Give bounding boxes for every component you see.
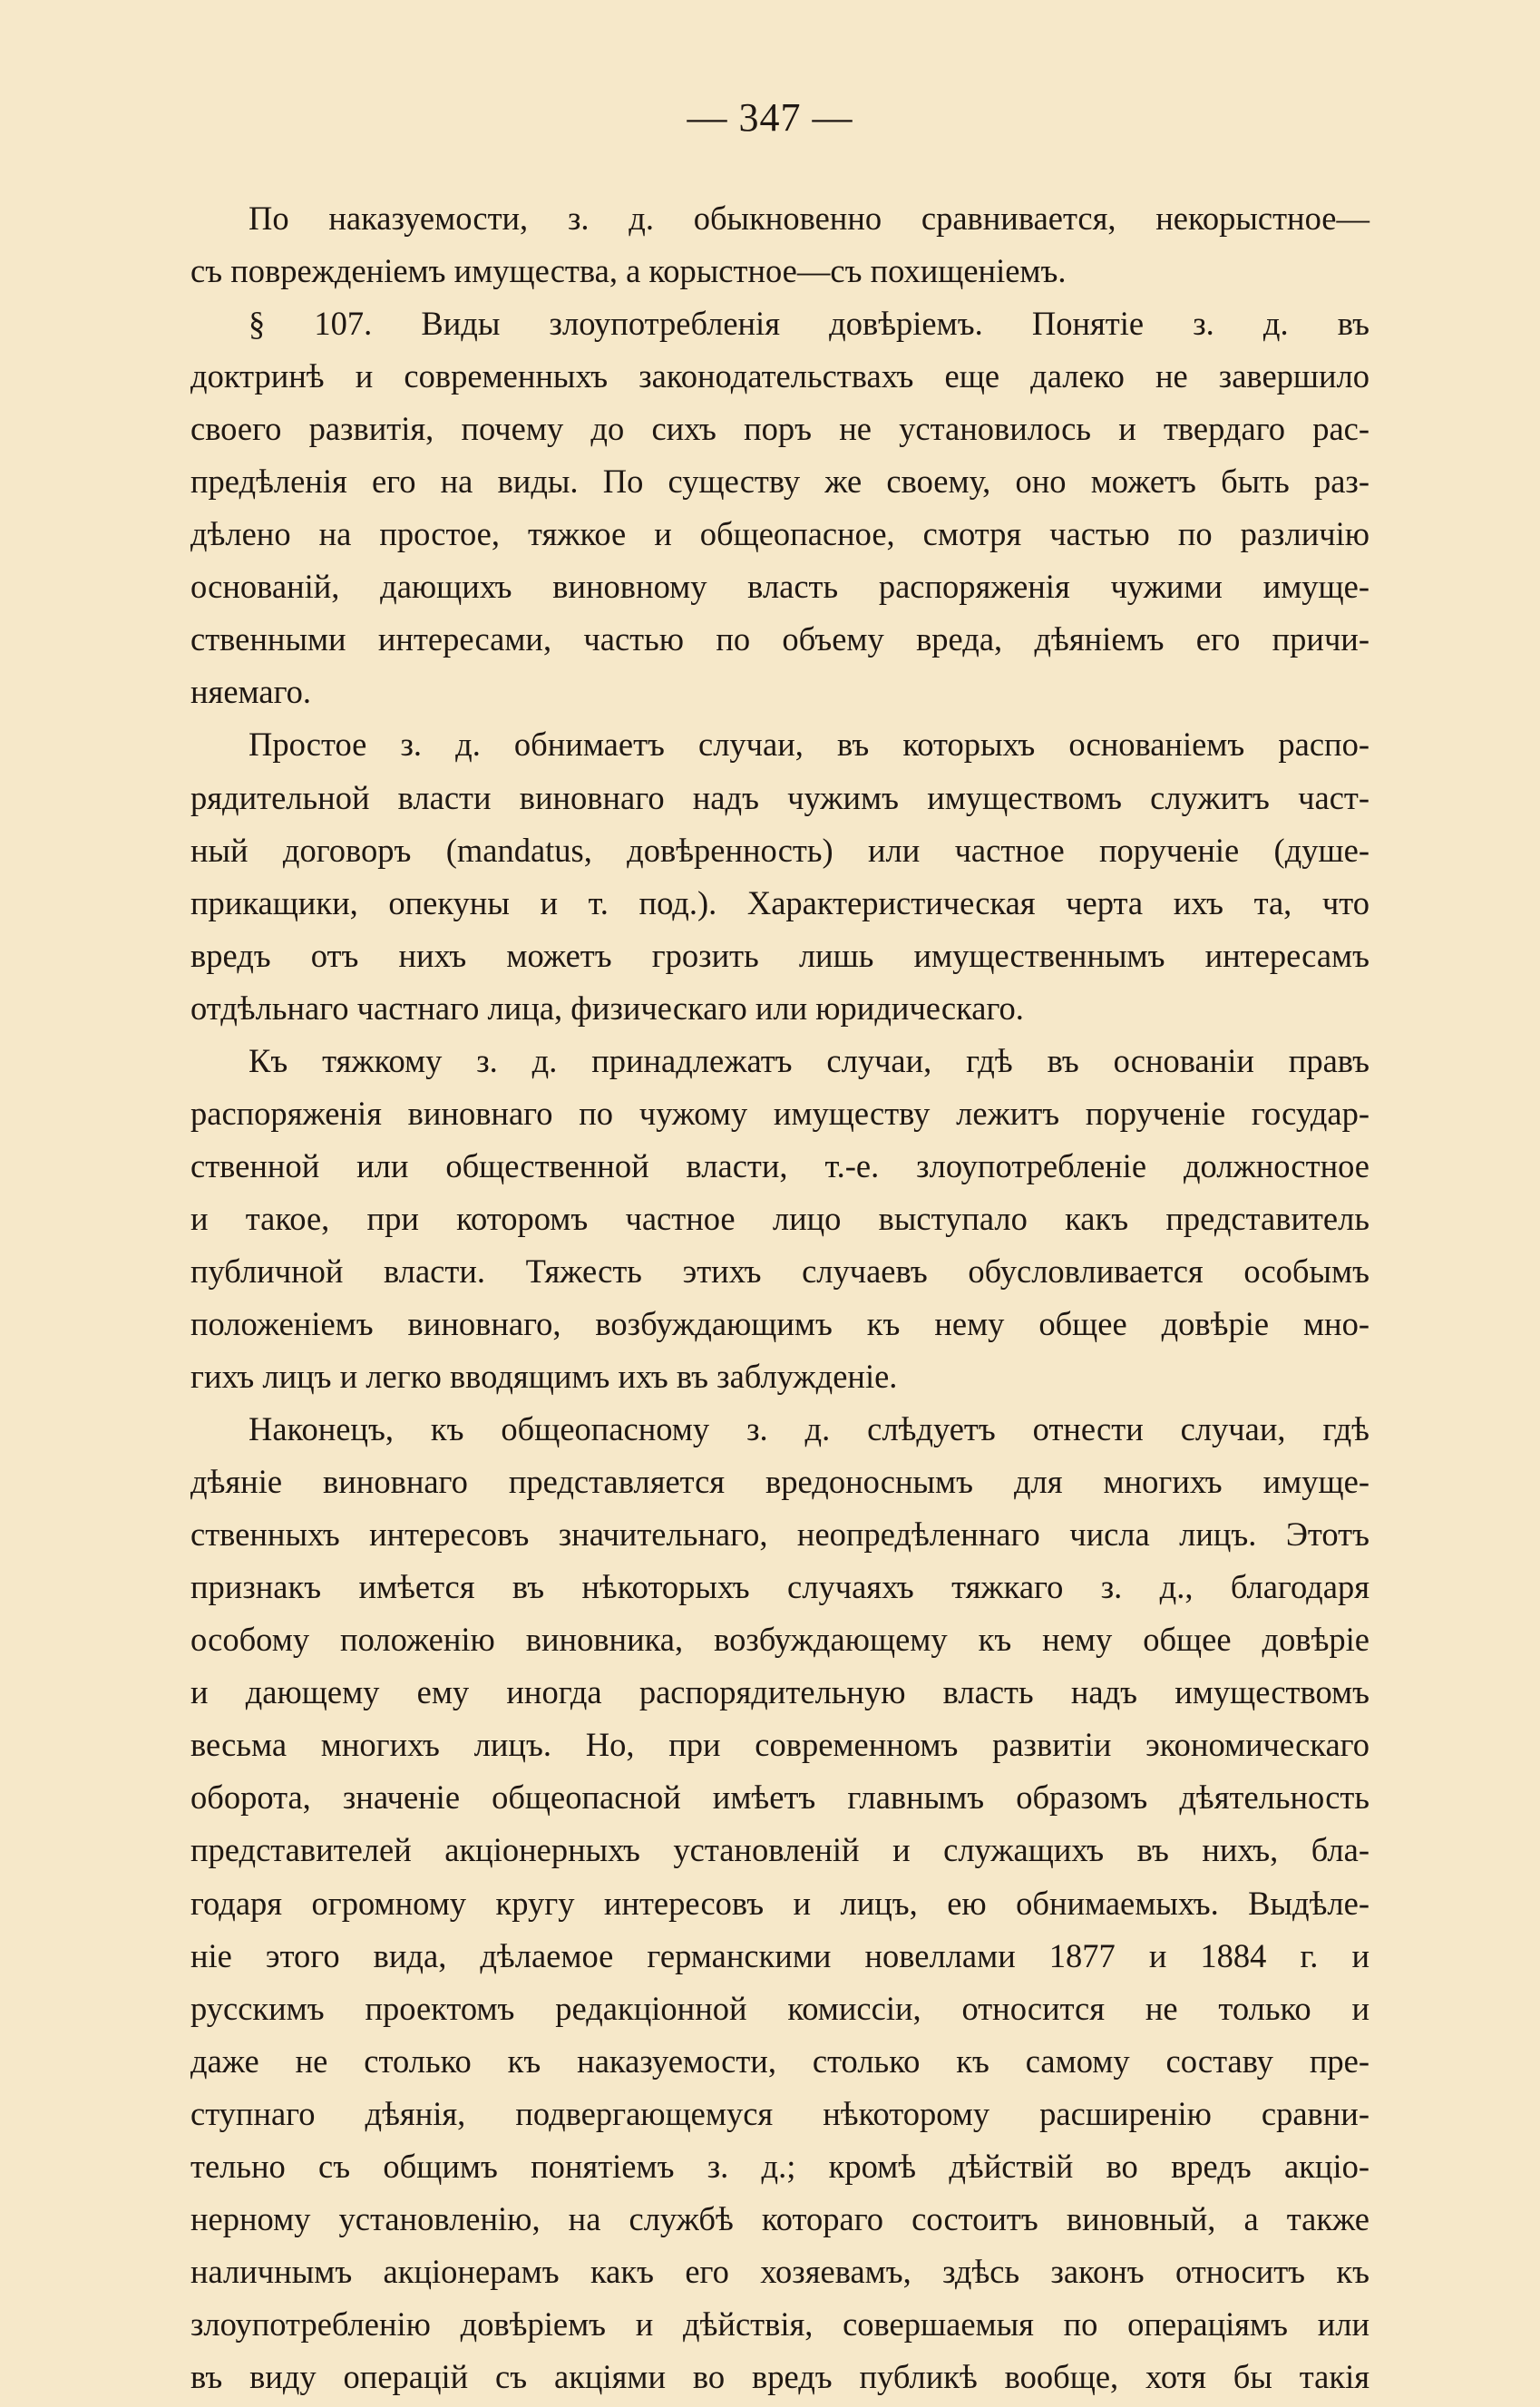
text-line: особому положенію виновника, возбуждающему къ нему общее довѣріе (190, 1621, 1369, 1659)
text-line: злоупотребленію довѣріемъ и дѣйствія, совершаемыя по операціямъ или (190, 2305, 1369, 2343)
text-line: ственныхъ интересовъ значительнаго, неопредѣленнаго числа лицъ. Этотъ (190, 1515, 1369, 1554)
text-line: прикащики, опекуны и т. под.). Характеристическая черта ихъ та, что (190, 883, 1369, 921)
text-line: своего развитія, почему до сихъ поръ не установилось и твердаго рас- (190, 410, 1369, 448)
text-line: ный договоръ (mandatus, довѣренность) или частное порученіе (душе- (190, 831, 1369, 869)
text-line: нерному установленію, на службѣ котораго состоитъ виновный, а также (190, 2199, 1369, 2237)
text-line: даже не столько къ наказуемости, столько къ самому составу пре- (190, 2042, 1369, 2080)
text-line: ніе этого вида, дѣлаемое германскими новеллами 1877 и 1884 г. и (190, 1936, 1369, 1974)
text-line: весьма многихъ лицъ. Но, при современномъ развитіи экономическаго (190, 1726, 1369, 1764)
text-line: съ поврежденіемъ имущества, а корыстное—съ похищеніемъ. (190, 252, 1067, 290)
text-line: годаря огромному кругу интересовъ и лицъ, ею обнимаемыхъ. Выдѣле- (190, 1884, 1369, 1922)
text-line: рядительной власти виновнаго надъ чужимъ имуществомъ служитъ част- (190, 778, 1369, 816)
text-line: ступнаго дѣянія, подвергающемуся нѣкоторому расширенію сравни- (190, 2094, 1369, 2132)
text-line: публичной власти. Тяжесть этихъ случаевъ обусловливается особымъ (190, 1252, 1369, 1290)
text-line: вредъ отъ нихъ можетъ грозить лишь имущественнымъ интересамъ (190, 936, 1369, 974)
text-line: дѣлено на простое, тяжкое и общеопасное, смотря частью по различію (190, 515, 1369, 553)
text-line: доктринѣ и современныхъ законодательствахъ еще далеко не завершило (190, 357, 1369, 395)
text-line: гихъ лицъ и легко вводящимъ ихъ въ заблужденіе. (190, 1358, 898, 1396)
text-line: и дающему ему иногда распорядительную власть надъ имуществомъ (190, 1673, 1369, 1711)
text-line: Наконецъ, къ общеопасному з. д. слѣдуетъ отнести случаи, гдѣ (249, 1410, 1369, 1448)
text-line: русскимъ проектомъ редакціонной комиссіи, относится не только и (190, 1989, 1369, 2027)
text-line: ственными интересами, частью по объему вреда, дѣяніемъ его причи- (190, 620, 1369, 658)
text-line: отдѣльнаго частнаго лица, физическаго или юридическаго. (190, 989, 1024, 1027)
text-line: въ виду операцій съ акціями во вредъ публикѣ вообще, хотя бы такія (190, 2357, 1369, 2395)
text-line: основаній, дающихъ виновному власть распоряженія чужими имуще- (190, 568, 1369, 606)
text-line: По наказуемости, з. д. обыкновенно сравнивается, некорыстное— (249, 200, 1369, 237)
text-line: положеніемъ виновнаго, возбуждающимъ къ нему общее довѣріе мно- (190, 1304, 1369, 1342)
text-line: признакъ имѣется въ нѣкоторыхъ случаяхъ тяжкаго з. д., благодаря (190, 1568, 1369, 1606)
text-line: наличнымъ акціонерамъ какъ его хозяевамъ, здѣсь законъ относитъ къ (190, 2252, 1369, 2290)
text-line: няемаго. (190, 673, 312, 711)
text-line: распоряженія виновнаго по чужому имуществу лежитъ порученіе государ- (190, 1094, 1369, 1132)
text-line: тельно съ общимъ понятіемъ з. д.; кромѣ дѣйствій во вредъ акціо- (190, 2147, 1369, 2185)
text-line: представителей акціонерныхъ установленій и служащихъ въ нихъ, бла- (190, 1831, 1369, 1869)
text-line: оборота, значеніе общеопасной имѣетъ главнымъ образомъ дѣятельность (190, 1778, 1369, 1817)
text-line: и такое, при которомъ частное лицо выступало какъ представитель (190, 1199, 1369, 1237)
text-line: ственной или общественной власти, т.-е. злоупотребленіе должностное (190, 1146, 1369, 1184)
text-line: предѣленія его на виды. По существу же своему, оно можетъ быть раз- (190, 463, 1369, 501)
body-text (190, 192, 1369, 2403)
text-line: дѣяніе виновнаго представляется вредоноснымъ для многихъ имуще- (190, 1463, 1369, 1501)
text-line: Къ тяжкому з. д. принадлежатъ случаи, гдѣ въ основаніи правъ (249, 1041, 1369, 1079)
text-line: § 107. Виды злоупотребленія довѣріемъ. Понятіе з. д. въ (249, 305, 1369, 343)
text-line: Простое з. д. обнимаетъ случаи, въ которыхъ основаніемъ распо- (249, 726, 1369, 764)
page-number: — 347 — (687, 95, 853, 140)
